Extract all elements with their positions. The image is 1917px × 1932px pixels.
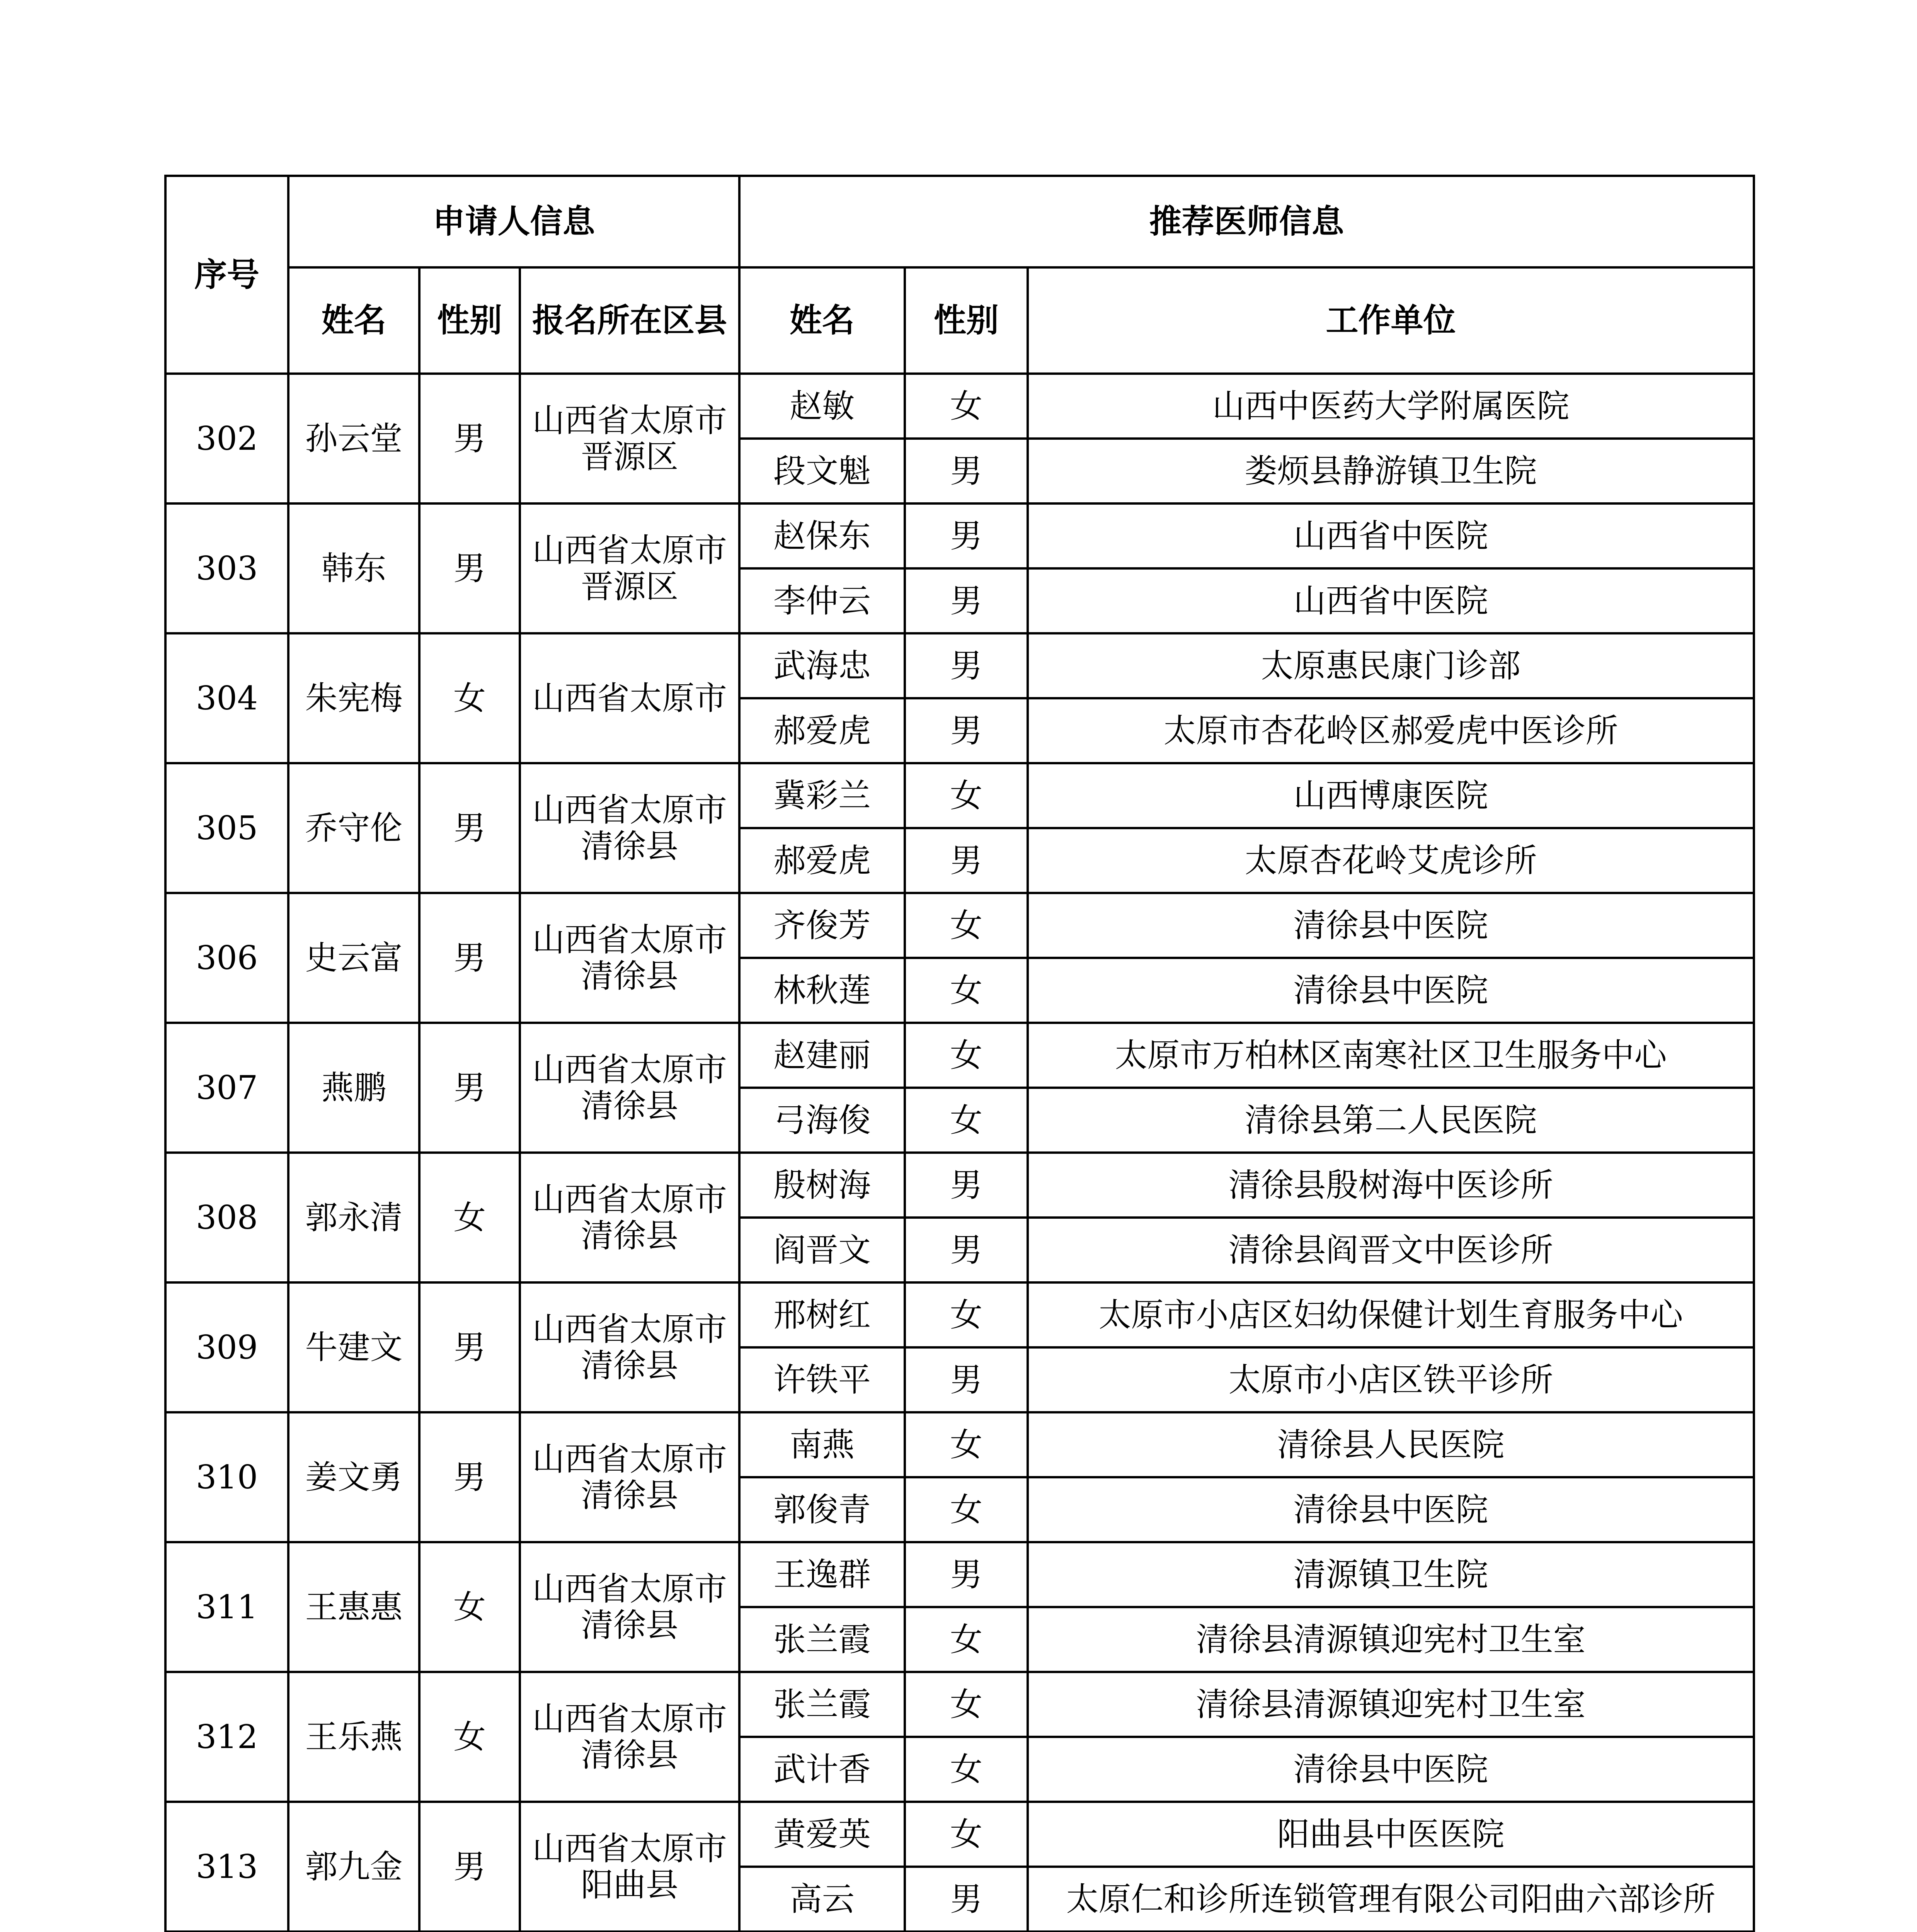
cell-physician-unit: 山西省中医院 [1028,568,1754,633]
cell-applicant-name: 姜文勇 [288,1412,419,1542]
cell-applicant-gender: 男 [419,893,520,1023]
cell-applicant-name: 郭九金 [288,1802,419,1932]
header-physician-unit: 工作单位 [1028,267,1754,374]
cell-physician-unit: 清徐县清源镇迎宪村卫生室 [1028,1672,1754,1737]
cell-applicant-gender: 男 [419,1412,520,1542]
cell-applicant-name: 史云富 [288,893,419,1023]
cell-physician-unit: 清徐县中医院 [1028,958,1754,1023]
header-applicant-group: 申请人信息 [288,176,739,267]
table-row [165,503,1754,568]
cell-physician-gender: 女 [905,1412,1028,1477]
cell-physician-gender: 女 [905,763,1028,828]
cell-physician-name: 冀彩兰 [739,763,905,828]
cell-physician-name: 郝爱虎 [739,828,905,893]
cell-applicant-name: 朱宪梅 [288,633,419,763]
table-row [165,1153,1754,1218]
cell-applicant-name: 乔守伦 [288,763,419,893]
cell-seq: 313 [165,1802,288,1932]
header-applicant-county: 报名所在区县 [520,267,739,374]
table-row [165,1282,1754,1347]
cell-applicant-county: 山西省太原市清徐县 [520,1023,739,1153]
cell-physician-name: 殷树海 [739,1153,905,1218]
cell-seq: 304 [165,633,288,763]
cell-applicant-county: 山西省太原市清徐县 [520,893,739,1023]
cell-physician-unit: 清徐县中医院 [1028,1737,1754,1802]
cell-applicant-county: 山西省太原市晋源区 [520,503,739,633]
cell-physician-gender: 女 [905,374,1028,439]
cell-physician-unit: 清徐县中医院 [1028,893,1754,958]
cell-physician-gender: 女 [905,958,1028,1023]
table-row [165,1542,1754,1607]
cell-applicant-name: 牛建文 [288,1282,419,1412]
cell-physician-unit: 清源镇卫生院 [1028,1542,1754,1607]
cell-applicant-gender: 男 [419,503,520,633]
cell-physician-name: 段文魁 [739,439,905,503]
table-row [165,893,1754,958]
cell-seq: 305 [165,763,288,893]
cell-physician-name: 李仲云 [739,568,905,633]
header-physician-group: 推荐医师信息 [739,176,1754,267]
cell-seq: 309 [165,1282,288,1412]
cell-physician-unit: 太原市小店区铁平诊所 [1028,1347,1754,1412]
cell-physician-unit: 清徐县阎晋文中医诊所 [1028,1218,1754,1282]
cell-physician-unit: 太原杏花岭艾虎诊所 [1028,828,1754,893]
cell-physician-name: 武海忠 [739,633,905,698]
cell-physician-gender: 女 [905,1282,1028,1347]
cell-physician-name: 林秋莲 [739,958,905,1023]
cell-physician-gender: 女 [905,893,1028,958]
cell-physician-unit: 阳曲县中医医院 [1028,1802,1754,1867]
header-seq: 序号 [165,176,288,374]
cell-applicant-county: 山西省太原市清徐县 [520,1672,739,1802]
header-physician-name: 姓名 [739,267,905,374]
cell-seq: 303 [165,503,288,633]
cell-applicant-gender: 男 [419,763,520,893]
cell-physician-unit: 太原市万柏林区南寒社区卫生服务中心 [1028,1023,1754,1088]
cell-physician-unit: 清徐县中医院 [1028,1477,1754,1542]
cell-physician-gender: 男 [905,828,1028,893]
cell-physician-unit: 山西中医药大学附属医院 [1028,374,1754,439]
cell-physician-gender: 男 [905,568,1028,633]
cell-physician-gender: 女 [905,1802,1028,1867]
cell-seq: 311 [165,1542,288,1672]
cell-physician-name: 许铁平 [739,1347,905,1412]
cell-physician-gender: 女 [905,1672,1028,1737]
cell-applicant-county: 山西省太原市清徐县 [520,1282,739,1412]
cell-applicant-county: 山西省太原市晋源区 [520,374,739,503]
table-row [165,633,1754,698]
table-row [165,374,1754,439]
cell-applicant-gender: 女 [419,1672,520,1802]
cell-physician-unit: 清徐县第二人民医院 [1028,1088,1754,1153]
cell-applicant-county: 山西省太原市清徐县 [520,763,739,893]
cell-physician-gender: 女 [905,1477,1028,1542]
cell-applicant-county: 山西省太原市 [520,633,739,763]
cell-physician-unit: 娄烦县静游镇卫生院 [1028,439,1754,503]
cell-applicant-name: 燕鹏 [288,1023,419,1153]
cell-applicant-county: 山西省太原市清徐县 [520,1412,739,1542]
cell-physician-name: 齐俊芳 [739,893,905,958]
cell-seq: 306 [165,893,288,1023]
cell-applicant-gender: 男 [419,1282,520,1412]
cell-physician-gender: 男 [905,1218,1028,1282]
cell-physician-name: 郭俊青 [739,1477,905,1542]
cell-physician-unit: 山西博康医院 [1028,763,1754,828]
table-row [165,763,1754,828]
header-applicant-gender: 性别 [419,267,520,374]
cell-physician-unit: 太原惠民康门诊部 [1028,633,1754,698]
cell-applicant-name: 韩东 [288,503,419,633]
cell-physician-name: 南燕 [739,1412,905,1477]
cell-applicant-gender: 女 [419,1153,520,1282]
cell-physician-gender: 男 [905,1153,1028,1218]
cell-physician-gender: 男 [905,1542,1028,1607]
cell-physician-unit: 山西省中医院 [1028,503,1754,568]
cell-physician-name: 张兰霞 [739,1607,905,1672]
cell-applicant-name: 王惠惠 [288,1542,419,1672]
cell-physician-name: 阎晋文 [739,1218,905,1282]
cell-physician-gender: 男 [905,633,1028,698]
cell-physician-unit: 清徐县殷树海中医诊所 [1028,1153,1754,1218]
cell-seq: 308 [165,1153,288,1282]
table-row [165,1802,1754,1867]
cell-physician-name: 张兰霞 [739,1672,905,1737]
cell-physician-name: 郝爱虎 [739,698,905,763]
cell-physician-unit: 太原仁和诊所连锁管理有限公司阳曲六部诊所 [1028,1867,1754,1932]
header-applicant-name: 姓名 [288,267,419,374]
cell-physician-name: 赵保东 [739,503,905,568]
cell-applicant-gender: 女 [419,633,520,763]
table-row [165,1023,1754,1088]
cell-physician-unit: 太原市杏花岭区郝爱虎中医诊所 [1028,698,1754,763]
cell-applicant-gender: 男 [419,374,520,503]
cell-applicant-county: 山西省太原市清徐县 [520,1153,739,1282]
cell-physician-name: 王逸群 [739,1542,905,1607]
cell-applicant-name: 王乐燕 [288,1672,419,1802]
cell-seq: 310 [165,1412,288,1542]
cell-physician-gender: 女 [905,1607,1028,1672]
cell-physician-name: 高云 [739,1867,905,1932]
cell-applicant-name: 孙云堂 [288,374,419,503]
cell-physician-gender: 男 [905,698,1028,763]
cell-physician-name: 黄爱英 [739,1802,905,1867]
table-body [165,374,1754,1932]
cell-seq: 307 [165,1023,288,1153]
cell-physician-gender: 男 [905,439,1028,503]
cell-physician-gender: 女 [905,1737,1028,1802]
table-row [165,1672,1754,1737]
cell-physician-name: 武计香 [739,1737,905,1802]
cell-physician-name: 赵敏 [739,374,905,439]
cell-physician-unit: 清徐县人民医院 [1028,1412,1754,1477]
cell-applicant-gender: 男 [419,1023,520,1153]
cell-applicant-county: 山西省太原市阳曲县 [520,1802,739,1932]
cell-physician-unit: 太原市小店区妇幼保健计划生育服务中心 [1028,1282,1754,1347]
cell-physician-name: 赵建丽 [739,1023,905,1088]
cell-physician-name: 弓海俊 [739,1088,905,1153]
roster-table [164,175,1755,1932]
cell-physician-name: 邢树红 [739,1282,905,1347]
cell-physician-gender: 男 [905,503,1028,568]
cell-seq: 312 [165,1672,288,1802]
cell-physician-gender: 男 [905,1347,1028,1412]
cell-applicant-gender: 女 [419,1542,520,1672]
table-row [165,1412,1754,1477]
cell-physician-unit: 清徐县清源镇迎宪村卫生室 [1028,1607,1754,1672]
header-physician-gender: 性别 [905,267,1028,374]
cell-physician-gender: 女 [905,1088,1028,1153]
cell-physician-gender: 男 [905,1867,1028,1932]
cell-applicant-gender: 男 [419,1802,520,1932]
cell-seq: 302 [165,374,288,503]
cell-physician-gender: 女 [905,1023,1028,1088]
cell-applicant-name: 郭永清 [288,1153,419,1282]
cell-applicant-county: 山西省太原市清徐县 [520,1542,739,1672]
